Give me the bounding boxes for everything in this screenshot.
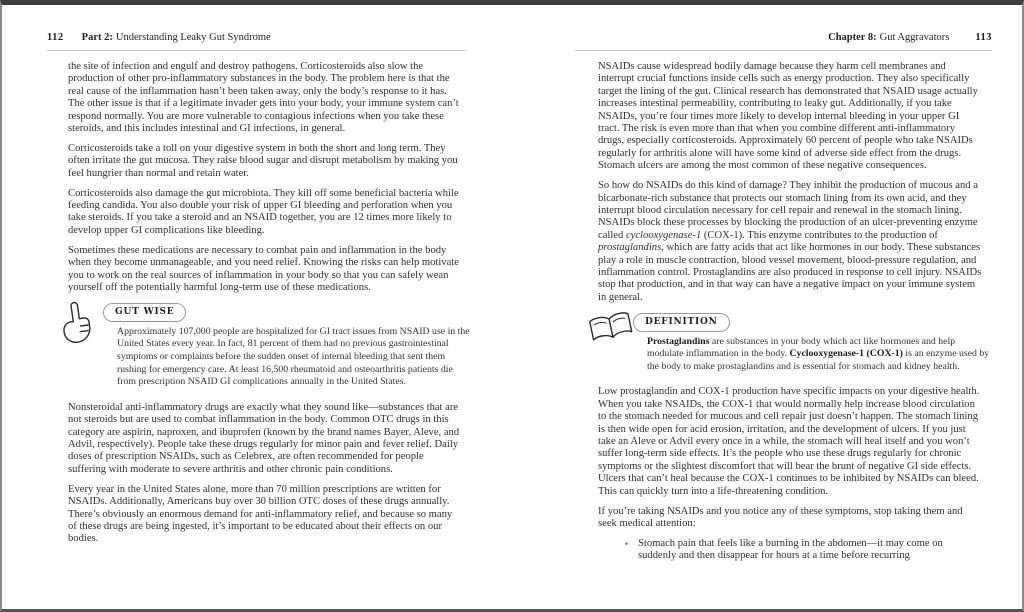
body-paragraph: Low prostaglandin and COX-1 production have specific impacts on your digestive health. When you take NSAIDs, the COX-1 that would normally help increase blood circulation to the stomach needed for mucous and cell repair just doesn’t happen. The stomach lining is then wide open for acid erosion, irritation, and the development of ulcers. If you just take an Aleve or Advil every once in a while, the stomach will heal itself and you won’t suffer long-term side effects. It’s the people who use these drugs regularly for chronic symptoms or the slightest discomfort that will bear the brunt of negative GI side effects. Ulcers that can’t heal because the COX-1 continues to be inhibited by NSAIDs can bleed. This can quickly turn into a life-threatening condition. <box>598 386 980 497</box>
gut-wise-box <box>68 303 470 388</box>
body-paragraph: Sometimes these medications are necessary to combat pain and inflammation in the body when they become unmanageable, and you need relief. Knowing the risks can help motivate you to work on the real sources of inflammation in your body so that you can safely wean yourself off the potentially harmful long-term use of these medications. <box>68 244 459 293</box>
page-number: 112 <box>47 32 64 43</box>
definition-label: DEFINITION <box>633 313 730 331</box>
symptom-bullet-item <box>598 538 982 563</box>
open-book-icon <box>589 313 633 347</box>
body-paragraph-cox <box>598 180 982 304</box>
chapter-title: Gut Aggravators <box>879 32 950 43</box>
defined-term: Prostaglandins <box>647 335 710 347</box>
pointing-hand-icon <box>60 300 94 350</box>
term-italic: prostaglandins <box>598 242 662 254</box>
body-paragraph: Corticosteroids take a toll on your digestive system in both the short and long term. They often irritate the gut mucosa. They raise blood sugar and disrupt metabolism by making you feel hungrier than normal and retain water. <box>68 142 458 179</box>
bullet-icon: • <box>625 538 629 549</box>
running-head <box>828 31 949 44</box>
body-paragraph: Nonsteroidal anti-inflammatory drugs are exactly what they sound like—substances that are not steroids but are used to combat inflammation in the body. Common OTC drugs in this category are aspirin, naproxen, and ibuprofen (known by the brand names Bayer, Aleve, and Advil, respectively). People take these drugs regularly for minor pain and fever relief. Daily doses of prescription NSAIDs, such as Celebrex, are often recommended for people suffering with moderate to severe arthritis and other chronic pain conditions. <box>68 401 460 475</box>
body-paragraph: the site of infection and engulf and destroy pathogens. Corticosteroids also slow the production of other pro-inflammatory substances in the body. The problem here is that the real cause of the inflammation hasn’t been taken away, only the body’s response to it has. The other issue is that if a legitimate invader gets into your body, your immune system can’t respond normally. You are more vulnerable to contagious infections when you take these steroids, and this includes intestinal and GI infections, in general. <box>68 61 459 135</box>
definition-box <box>598 313 990 373</box>
running-head <box>82 31 271 44</box>
chapter-label: Chapter 8: <box>828 32 877 43</box>
definition-text <box>647 336 994 374</box>
text-segment: , which are fatty acids that act like hormones in our body. These substances play a role in muscle contraction, blood vessel movement, blood-pressure regulation, and inflammation control. Prostaglandins are also produced in response to cell injury. NSAIDs stop that production, and in that way can have a negative impact on your immune system in general. <box>598 242 982 303</box>
text-segment: So how do NSAIDs do this kind of damage? They inhibit the production of mucous and a bicarbonate-rich substance that protects our stomach lining from its own acid, and they interrupt blood circulation necessary for cell repair and renewal in the stomach lining. NSAIDs block these processes by blocking the production of an ulcer-preventing enzyme called <box>598 180 978 241</box>
text-segment: is an enzyme used by the body to make prostaglandins and is essential for stomach and kidney health. <box>647 348 990 372</box>
gut-wise-label: GUT WISE <box>103 303 186 321</box>
left-page-body <box>68 61 470 546</box>
body-paragraph: Every year in the United States alone, more than 70 million prescriptions are written for NSAIDs. Additionally, Americans buy over 30 billion OTC doses of these drugs annually. There’s obviously an enormous demand for anti-inflammatory relief, and because so many of these drugs are being ingested, it’s important to be educated about their effects on our bodies. <box>68 483 453 545</box>
body-paragraph: Corticosteroids also damage the gut microbiota. They kill off some beneficial bacteria while feeding candida. You also double your risk of upper GI bleeding and perforation when you take steroids. If you take a steroid and an NSAID together, you are 12 times more likely to develop upper GI complications like bleeding. <box>68 187 459 236</box>
right-page-header <box>575 31 992 51</box>
bullet-text: Stomach pain that feels like a burning in the abdomen—it may come on suddenly and then disappear for hours at a time before recurring <box>638 537 943 562</box>
left-page-header <box>47 31 466 51</box>
gut-wise-text: Approximately 107,000 people are hospitalized for GI tract issues from NSAID use in the United States every year. In fact, 81 percent of them had no previous gastrointestinal symptoms or complaints before the sudden onset of internal bleeding that sent them rushing for emergency care. At least 16,500 rheumatoid and osteoarthritis patients die from prescription NSAID GI complications annually in the United States. <box>117 325 470 388</box>
right-page <box>512 5 1022 609</box>
page-number: 113 <box>975 32 992 43</box>
left-page <box>2 5 512 609</box>
right-page-body <box>598 61 990 563</box>
body-paragraph: NSAIDs cause widespread bodily damage because they harm cell membranes and interrupt crucial functions inside cells such as energy production. They also specifically target the lining of the gut. Clinical research has demonstrated that NSAID usage actually increases intestinal permeability, contributing to leaky gut. Additionally, if you take NSAIDs, you’re four times more likely to develop internal bleeding in your upper GI tract. The risk is even more than that when you combine different anti-inflammatory drugs, especially corticosteroids. Approximately 60 percent of people who take NSAIDs regularly for arthritis alone will have some kind of adverse side effect from the drugs. Stomach ulcers are among the most common of these negative consequences. <box>598 61 978 172</box>
text-segment: (COX-1). This enzyme contributes to the production of <box>701 229 938 241</box>
text-segment: are substances in your body which act like hormones and help modulate inflammation in the body. <box>647 335 956 360</box>
part-label: Part 2: <box>81 32 113 43</box>
body-paragraph: If you’re taking NSAIDs and you notice any of these symptoms, stop taking them and seek medical attention: <box>598 505 963 529</box>
term-italic: cyclooxygenase-1 <box>625 229 702 241</box>
defined-term: Cyclooxygenase-1 (COX-1) <box>789 348 903 360</box>
part-title: Understanding Leaky Gut Syndrome <box>115 32 271 43</box>
